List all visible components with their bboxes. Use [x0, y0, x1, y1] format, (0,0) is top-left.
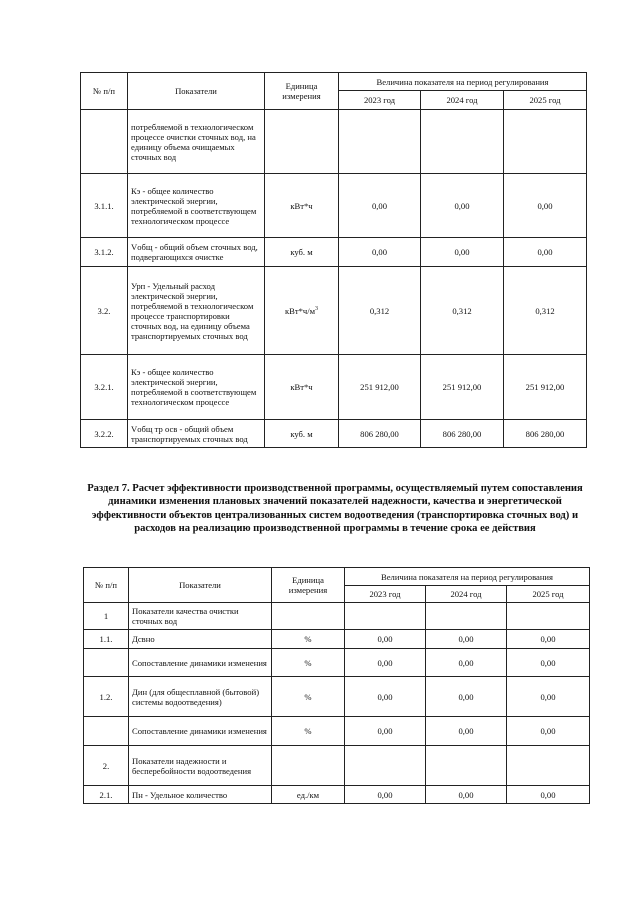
- row-value-2023: 0,00: [345, 630, 426, 649]
- row-value-2025: 806 280,00: [504, 420, 587, 448]
- row-num: 2.1.: [84, 786, 129, 804]
- row-unit: кВт*ч: [265, 355, 339, 420]
- row-num: [81, 110, 128, 174]
- row-num: 1.2.: [84, 677, 129, 717]
- table-row: [84, 717, 590, 746]
- table-row: [84, 649, 590, 677]
- row-value-2025: [504, 110, 587, 174]
- row-unit: %: [272, 630, 345, 649]
- row-value-2025: 0,00: [507, 717, 590, 746]
- table-row: [81, 238, 587, 267]
- row-num: 1: [84, 603, 129, 630]
- row-num: [84, 717, 129, 746]
- row-name: Сопоставление динамики изменения: [129, 649, 272, 677]
- row-value-2025: [507, 746, 590, 786]
- row-unit: куб. м: [265, 238, 339, 267]
- table-row: [81, 355, 587, 420]
- row-num: 2.: [84, 746, 129, 786]
- row-value-2025: 0,00: [507, 630, 590, 649]
- row-value-2024: 0,00: [421, 174, 504, 238]
- header-period: Величина показателя на период регулирования: [345, 568, 590, 586]
- row-value-2024: 0,00: [426, 786, 507, 804]
- row-name: Vобщ тр осв - общий объем транспортируемых сточных вод: [128, 420, 265, 448]
- table-row: [84, 746, 590, 786]
- row-value-2023: 251 912,00: [339, 355, 421, 420]
- indicators-table-1: [80, 72, 587, 448]
- row-unit: %: [272, 677, 345, 717]
- header-year-2024: 2024 год: [421, 91, 504, 110]
- row-name: Дсвно: [129, 630, 272, 649]
- row-value-2023: [345, 746, 426, 786]
- header-year-2023: 2023 год: [339, 91, 421, 110]
- indicators-table-2: [83, 567, 590, 804]
- unit-text: кВт*ч/м: [284, 305, 316, 316]
- section-heading: Раздел 7. Расчет эффективности производственной программы, осуществляемый путем сопоставления динамики изменения плановых значений показателей надежности, качества и энергетической эффективности объектов централизованных систем водоотведения (транспортировка сточных вод) и расходов на реализацию производственной программы в течение срока ее действия: [87, 483, 583, 535]
- row-name: Показатели надежности и бесперебойности водоотведения: [129, 746, 272, 786]
- row-name: Дин (для общесплавной (бытовой) системы водоотведения): [129, 677, 272, 717]
- row-value-2024: 0,00: [426, 717, 507, 746]
- row-value-2024: 0,312: [421, 267, 504, 355]
- row-num: 3.2.2.: [81, 420, 128, 448]
- row-value-2023: 0,00: [345, 677, 426, 717]
- row-num: 1.1.: [84, 630, 129, 649]
- row-name: Vобщ - общий объем сточных вод, подвергающихся очистке: [128, 238, 265, 267]
- header-num: № п/п: [81, 73, 128, 110]
- header-year-2024: 2024 год: [426, 586, 507, 603]
- row-value-2025: 0,00: [507, 677, 590, 717]
- row-unit: %: [272, 717, 345, 746]
- table-row: [84, 603, 590, 630]
- table-row: [84, 786, 590, 804]
- row-value-2025: 0,312: [504, 267, 587, 355]
- row-value-2023: 0,00: [345, 717, 426, 746]
- row-value-2023: 0,00: [345, 649, 426, 677]
- row-name: Урп - Удельный расход электрической энергии, потребляемой в технологическом процессе транспортировки сточных вод, на единицу объема транспортируемых сточных вод: [128, 267, 265, 355]
- row-value-2023: 0,00: [345, 786, 426, 804]
- row-value-2025: 251 912,00: [504, 355, 587, 420]
- row-name: Показатели качества очистки сточных вод: [129, 603, 272, 630]
- row-num: 3.1.2.: [81, 238, 128, 267]
- row-value-2023: 0,00: [339, 238, 421, 267]
- row-name: Кэ - общее количество электрической энергии, потребляемой в соответствующем технологическом процессе: [128, 174, 265, 238]
- table-row: [81, 420, 587, 448]
- header-indicator: Показатели: [129, 568, 272, 603]
- row-value-2023: 806 280,00: [339, 420, 421, 448]
- header-unit: Единица измерения: [272, 568, 345, 603]
- row-value-2024: 0,00: [426, 677, 507, 717]
- row-value-2024: 0,00: [426, 630, 507, 649]
- row-value-2025: 0,00: [504, 174, 587, 238]
- header-year-2025: 2025 год: [504, 91, 587, 110]
- table-row: [81, 267, 587, 355]
- row-value-2023: [345, 603, 426, 630]
- row-num: 3.2.: [81, 267, 128, 355]
- row-value-2023: 0,312: [339, 267, 421, 355]
- row-value-2024: 0,00: [426, 649, 507, 677]
- row-name: потребляемой в технологическом процессе очистки сточных вод, на единицу объема очищаемых сточных вод: [128, 110, 265, 174]
- row-value-2024: 806 280,00: [421, 420, 504, 448]
- row-unit: [265, 267, 339, 355]
- row-value-2024: [421, 110, 504, 174]
- row-unit: [272, 603, 345, 630]
- table-row: [81, 110, 587, 174]
- row-value-2025: 0,00: [507, 786, 590, 804]
- row-unit: ед./км: [272, 786, 345, 804]
- row-unit: [265, 110, 339, 174]
- row-value-2024: 251 912,00: [421, 355, 504, 420]
- row-value-2024: [426, 603, 507, 630]
- row-name: Пн - Удельное количество: [129, 786, 272, 804]
- header-num: № п/п: [84, 568, 129, 603]
- unit-superscript: 3: [315, 305, 319, 312]
- row-unit: [272, 746, 345, 786]
- row-num: 3.2.1.: [81, 355, 128, 420]
- row-unit: куб. м: [265, 420, 339, 448]
- row-value-2023: 0,00: [339, 174, 421, 238]
- row-unit: кВт*ч: [265, 174, 339, 238]
- row-value-2023: [339, 110, 421, 174]
- table-row: [84, 677, 590, 717]
- row-value-2025: [507, 603, 590, 630]
- row-name: Сопоставление динамики изменения: [129, 717, 272, 746]
- row-num: 3.1.1.: [81, 174, 128, 238]
- row-value-2024: [426, 746, 507, 786]
- header-indicator: Показатели: [128, 73, 265, 110]
- header-period: Величина показателя на период регулирования: [339, 73, 587, 91]
- row-num: [84, 649, 129, 677]
- header-year-2023: 2023 год: [345, 586, 426, 603]
- row-value-2025: 0,00: [504, 238, 587, 267]
- header-unit: Единица измерения: [265, 73, 339, 110]
- row-value-2025: 0,00: [507, 649, 590, 677]
- row-unit: %: [272, 649, 345, 677]
- table-row: [84, 630, 590, 649]
- table-row: [81, 174, 587, 238]
- header-year-2025: 2025 год: [507, 586, 590, 603]
- row-value-2024: 0,00: [421, 238, 504, 267]
- row-name: Кэ - общее количество электрической энергии, потребляемой в соответствующем технологическом процессе: [128, 355, 265, 420]
